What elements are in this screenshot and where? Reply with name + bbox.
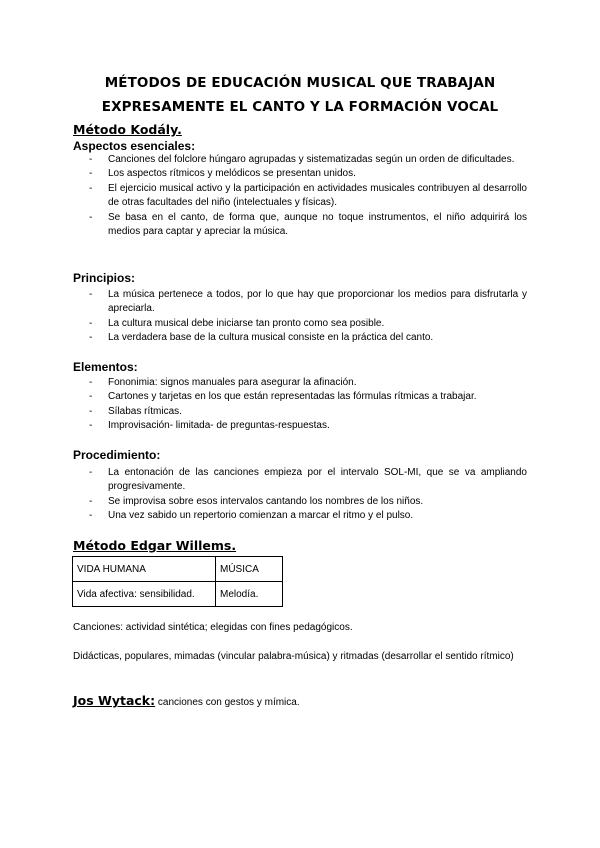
table-cell: Melodía. [216, 582, 283, 607]
list-item-text: Sílabas rítmicas. [108, 405, 182, 417]
list-item-text: La verdadera base de la cultura musical consiste en la práctica del canto. [108, 332, 434, 344]
bullet-dash: - [89, 405, 93, 417]
list-item-text: Improvisación- limitada- de preguntas-respuestas. [108, 420, 330, 432]
list-item-text: Fononimia: signos manuales para asegurar la afinación. [108, 377, 357, 388]
wytack-line [73, 693, 300, 708]
principios-list [89, 288, 527, 346]
list-item-text: Se basa en el canto, de forma que, aunque no toque instrumentos, el niño adquirirá los medios para captar y apreciar la música. [108, 211, 527, 238]
bullet-dash: - [89, 182, 93, 194]
elementos-heading: Elementos: [73, 360, 138, 374]
principios-heading: Principios: [73, 271, 136, 285]
aspectos-list [89, 153, 527, 239]
bullet-dash: - [89, 168, 93, 180]
list-item [89, 182, 527, 211]
list-item-text: La cultura musical debe iniciarse tan pronto como sea posible. [108, 317, 385, 329]
list-item [89, 466, 527, 495]
willems-paragraph-1: Canciones: actividad sintética; elegidas con fines pedagógicos. [73, 622, 353, 633]
list-item [89, 153, 527, 167]
bullet-dash: - [89, 391, 93, 403]
list-item [89, 211, 527, 240]
willems-paragraph-2: Didácticas, populares, mimadas (vincular palabra-música) y ritmadas (desarrollar el sentido rítmico) [73, 651, 514, 662]
list-item [89, 331, 527, 345]
list-item [89, 390, 527, 404]
table-cell: Vida afectiva: sensibilidad. [73, 582, 216, 607]
list-item [89, 288, 527, 317]
bullet-dash: - [89, 332, 93, 344]
bullet-dash: - [89, 211, 93, 223]
list-item [89, 376, 527, 390]
list-item [89, 317, 527, 331]
willems-comparison-table [72, 556, 283, 607]
list-item-text: Se improvisa sobre esos intervalos cantando los nombres de los niños. [108, 495, 424, 507]
list-item-text: La música pertenece a todos, por lo que hay que proporcionar los medios para disfrutarla y apreciarla. [108, 289, 527, 315]
wytack-text: canciones con gestos y mímica. [155, 697, 300, 708]
list-item-text: Cartones y tarjetas en los que están representadas las fórmulas rítmicas a trabajar. [108, 391, 477, 403]
list-item-text: Una vez sabido un repertorio comienzan a marcar el ritmo y el pulso. [108, 510, 414, 522]
document-title-line-1: MÉTODOS DE EDUCACIÓN MUSICAL QUE TRABAJAN [104, 75, 496, 91]
list-item [89, 405, 527, 419]
bullet-dash: - [89, 289, 93, 300]
list-item-text: Canciones del folclore húngaro agrupadas y sistematizadas según un orden de dificultades. [108, 154, 515, 165]
list-item [89, 495, 527, 509]
wytack-name: Jos Wytack: [73, 693, 156, 708]
bullet-dash: - [89, 467, 93, 478]
table-cell: VIDA HUMANA [73, 557, 216, 582]
list-item-text: Los aspectos rítmicos y melódicos se presentan unidos. [108, 168, 356, 180]
aspectos-heading: Aspectos esenciales: [73, 139, 196, 153]
table-row [73, 557, 283, 582]
elementos-list [89, 376, 527, 434]
list-item [89, 419, 527, 433]
bullet-dash: - [89, 420, 93, 432]
bullet-dash: - [89, 495, 93, 507]
list-item-text: El ejercicio musical activo y la participación en actividades musicales contribuyen al desarrollo de otras facultades del niño (intelectuales y físicas). [108, 182, 527, 209]
bullet-dash: - [89, 317, 93, 329]
kodaly-method-heading: Método Kodály. [73, 122, 182, 137]
document-title-line-2: EXPRESAMENTE EL CANTO Y LA FORMACIÓN VOCAL [101, 99, 499, 115]
list-item-text: La entonación de las canciones empieza por el intervalo SOL-MI, que se va ampliando progresivamente. [108, 467, 527, 493]
table-cell: MÚSICA [216, 557, 283, 582]
table-row [73, 582, 283, 607]
procedimiento-list [89, 466, 527, 524]
bullet-dash: - [89, 377, 93, 388]
procedimiento-heading: Procedimiento: [73, 448, 161, 462]
list-item [89, 509, 527, 523]
list-item [89, 167, 527, 181]
bullet-dash: - [89, 154, 93, 165]
bullet-dash: - [89, 510, 93, 522]
willems-method-heading: Método Edgar Willems. [73, 538, 237, 553]
